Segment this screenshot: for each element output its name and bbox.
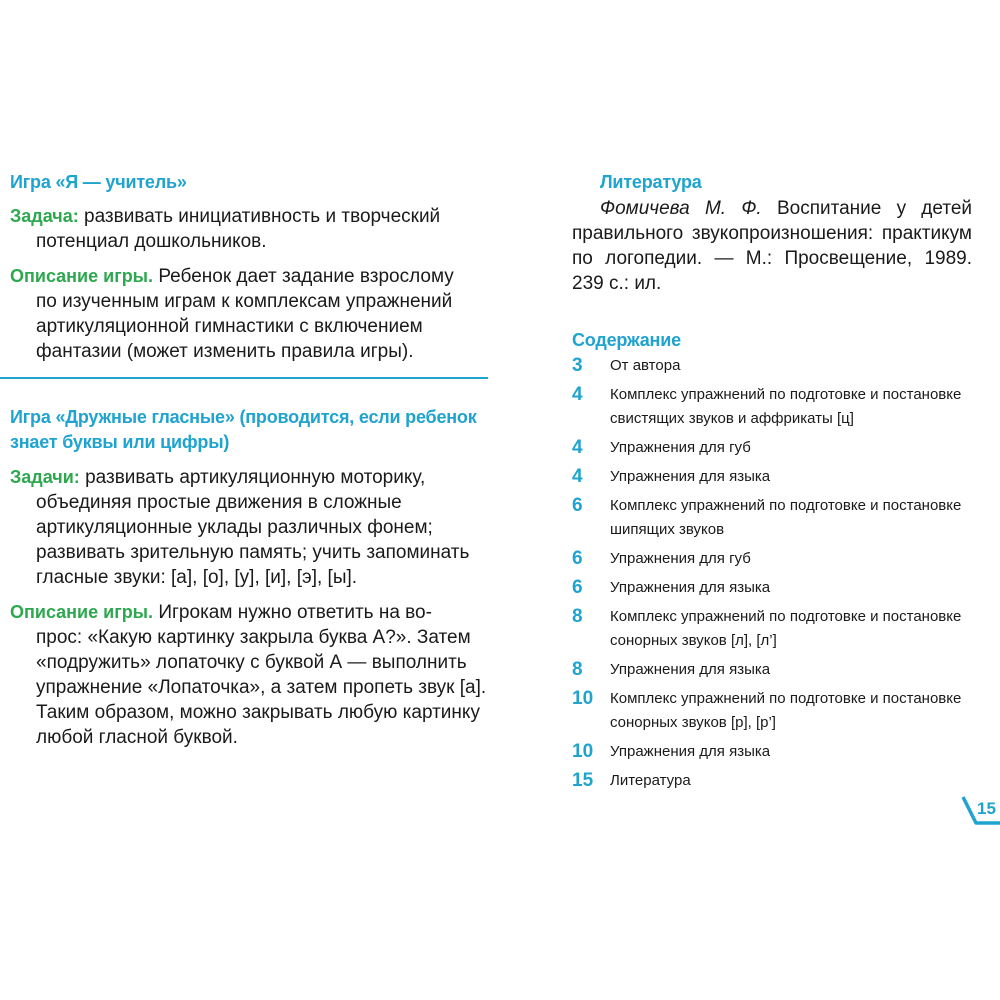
contents-heading: Содержание (572, 330, 681, 350)
right-column (572, 170, 972, 798)
game2-task-rest: объединяя простые движения в сложные артикуляционные уклады различных фонем; развивать зрительную память; учить запоминать гласные звуки: [а], [о], [у], [и], [э], [ы]. (36, 492, 470, 588)
game2-task-first: развивать артикуляционную моторику, (85, 467, 426, 488)
game1-desc-label: Описание игры. (10, 266, 154, 286)
game1-desc-first: Ребенок дает задание взрослому (158, 266, 454, 287)
game2-task-label: Задачи: (10, 467, 80, 487)
section-divider (0, 377, 488, 379)
contents-item-title: Комплекс упражнений по подготовке и постановке сонорных звуков [л], [л’] (610, 608, 962, 649)
game1-task-rest: потенциал дошкольников. (36, 231, 267, 252)
contents-item-title: Упражнения для губ (610, 550, 751, 567)
game2-desc-rest: прос: «Какую картинку закрыла буква А?». Затем «подружить» лопаточку с буквой А — выполнить упражнение «Лопаточка», а затем пропеть звук [а]. Таким образом, можно закрывать любую картинку любой гласной буквой. (36, 627, 487, 748)
contents-item (572, 354, 972, 378)
contents-item (572, 769, 972, 793)
contents-item (572, 658, 972, 682)
contents-item-title: Упражнения для языка (610, 661, 771, 678)
contents-item (572, 687, 972, 735)
contents-item-page: 6 (572, 577, 583, 598)
game1-task-label: Задача: (10, 206, 79, 226)
contents-list (572, 354, 972, 793)
contents-item-page: 4 (572, 466, 583, 487)
contents-item-page: 10 (572, 688, 594, 709)
contents-item-title: Литература (610, 772, 691, 789)
literature-text: Воспитание у детей правильного звукопроизношения: практикум по логопедии. — М.: Просвещение, 1989. 239 с.: ил. (572, 198, 972, 294)
game1-title: Игра «Я — учитель» (10, 172, 187, 192)
contents-item-page: 6 (572, 495, 583, 516)
contents-item-title: Комплекс упражнений по подготовке и постановке свистящих звуков и аффрикаты [ц] (610, 386, 962, 427)
game2-task (10, 465, 488, 590)
contents-item-page: 15 (572, 770, 594, 791)
contents-item (572, 465, 972, 489)
contents-item (572, 547, 972, 571)
contents-item-title: Упражнения для губ (610, 439, 751, 456)
contents-item-page: 8 (572, 606, 583, 627)
game2-description (10, 600, 488, 750)
contents-item-title: Комплекс упражнений по подготовке и постановке сонорных звуков [р], [р’] (610, 690, 962, 731)
contents-item-title: Упражнения для языка (610, 468, 771, 485)
contents-item (572, 383, 972, 431)
game2-desc-first: Игрокам нужно ответить на во- (158, 602, 432, 623)
contents-item (572, 436, 972, 460)
contents-item-page: 10 (572, 741, 594, 762)
literature-author: Фомичева М. Ф. (600, 198, 762, 219)
contents-item-page: 4 (572, 384, 583, 405)
contents-item-page: 4 (572, 437, 583, 458)
page-number (960, 795, 1000, 827)
literature-heading: Литература (600, 172, 702, 192)
contents-item (572, 576, 972, 600)
left-column (10, 170, 488, 374)
contents-item-title: Комплекс упражнений по подготовке и постановке шипящих звуков (610, 497, 962, 538)
game1-desc-rest: по изученным играм к комплексам упражнений артикуляционной гимнастики с включением фантазии (может изменить правила игры). (36, 291, 453, 362)
game1-description (10, 264, 488, 364)
game1-task (10, 204, 488, 254)
contents-item-page: 3 (572, 355, 583, 376)
contents-item-title: От автора (610, 357, 681, 374)
game2-desc-label: Описание игры. (10, 602, 154, 622)
left-column-lower (10, 405, 488, 760)
contents-item-page: 8 (572, 659, 583, 680)
game2-title: Игра «Дружные гласные» (проводится, если ребенок знает буквы или цифры) (10, 407, 477, 452)
game1-task-first: развивать инициативность и творческий (84, 206, 441, 227)
contents-item (572, 494, 972, 542)
contents-item (572, 605, 972, 653)
page-number-text: 15 (977, 799, 996, 818)
contents-item-page: 6 (572, 548, 583, 569)
contents-item (572, 740, 972, 764)
literature-entry (572, 196, 972, 296)
contents-item-title: Упражнения для языка (610, 579, 771, 596)
contents-item-title: Упражнения для языка (610, 743, 771, 760)
